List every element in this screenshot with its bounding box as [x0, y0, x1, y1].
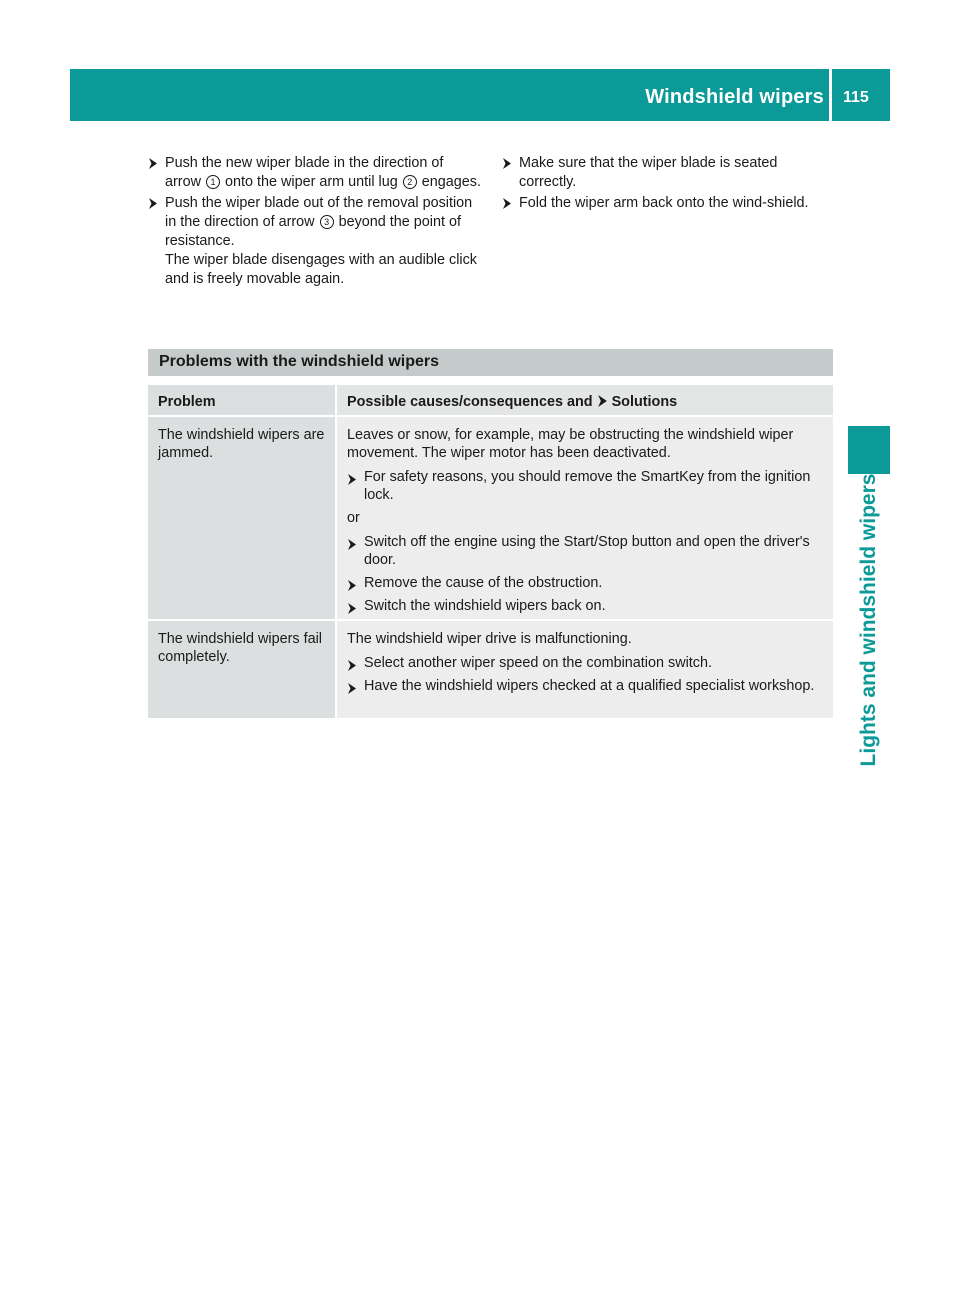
step-arrow-icon [347, 681, 357, 699]
step-text: Select another wiper speed on the combination switch. [364, 655, 712, 671]
cause-text: Leaves or snow, for example, may be obstructing the windshield wiper movement. The wiper motor has been deactivated. [347, 427, 794, 461]
table-row [148, 415, 833, 619]
cause-text: The windshield wiper drive is malfunctioning. [347, 631, 632, 647]
step-text: Switch the windshield wipers back on. [364, 598, 606, 614]
solution-step [347, 677, 823, 695]
instruction-step [502, 154, 832, 192]
column-header-problem: Problem [148, 385, 335, 415]
table-row [148, 619, 833, 718]
chapter-tab-marker [848, 426, 890, 474]
problem-cell: The windshield wipers fail completely. [148, 621, 335, 718]
solution-step [347, 574, 823, 592]
table-header-row [148, 385, 833, 415]
section-heading: Problems with the windshield wipers [159, 353, 440, 370]
step-text: onto the wiper arm until lug [224, 174, 398, 190]
step-arrow-icon [502, 198, 512, 209]
right-column [502, 154, 832, 215]
callout-marker: 2 [403, 175, 417, 189]
solution-step [347, 597, 823, 615]
header-divider [829, 69, 832, 121]
solution-arrow-icon [597, 394, 608, 412]
page-number: 115 [843, 89, 869, 106]
step-arrow-icon [148, 198, 158, 209]
step-text: Push the new wiper blade in the direction of arrow [165, 155, 444, 190]
callout-marker: 1 [206, 175, 220, 189]
column-header-text: Possible causes/consequences and [347, 394, 593, 410]
page-title: Windshield wipers [645, 86, 824, 108]
solution-step [347, 654, 823, 672]
step-arrow-icon [347, 472, 357, 490]
chapter-tab-label: Lights and windshield wipers [857, 473, 880, 767]
problems-table [148, 385, 833, 718]
step-text: beyond the point of resistance. [165, 214, 461, 249]
step-text: Remove the cause of the obstruction. [364, 575, 603, 591]
instruction-step [502, 194, 832, 213]
solution-step [347, 468, 823, 504]
instruction-step [148, 194, 483, 289]
solution-cell [335, 621, 833, 718]
left-column [148, 154, 483, 291]
step-arrow-icon [502, 158, 512, 169]
step-arrow-icon [347, 601, 357, 619]
step-result: The wiper blade disengages with an audible click and is freely movable again. [165, 252, 477, 287]
problem-cell: The windshield wipers are jammed. [148, 417, 335, 619]
step-text: Make sure that the wiper blade is seated correctly. [519, 155, 778, 190]
instruction-step [148, 154, 483, 192]
step-text: Fold the wiper arm back onto the wind-shield. [519, 195, 809, 211]
solution-cell [335, 417, 833, 619]
step-arrow-icon [347, 537, 357, 555]
step-text: Switch off the engine using the Start/Stop button and open the driver's door. [364, 534, 810, 568]
alternative-text: or [347, 510, 360, 526]
step-text: For safety reasons, you should remove the SmartKey from the ignition lock. [364, 469, 811, 503]
column-header-solutions [335, 385, 833, 415]
step-text: Have the windshield wipers checked at a qualified specialist workshop. [364, 678, 815, 694]
callout-marker: 3 [320, 215, 334, 229]
step-arrow-icon [148, 158, 158, 169]
step-arrow-icon [347, 658, 357, 676]
step-text: Push the wiper blade out of the removal position in the direction of arrow [165, 195, 473, 230]
step-arrow-icon [347, 578, 357, 596]
column-header-text: Solutions [611, 394, 678, 410]
solution-step [347, 533, 823, 569]
step-text: engages. [421, 174, 481, 190]
